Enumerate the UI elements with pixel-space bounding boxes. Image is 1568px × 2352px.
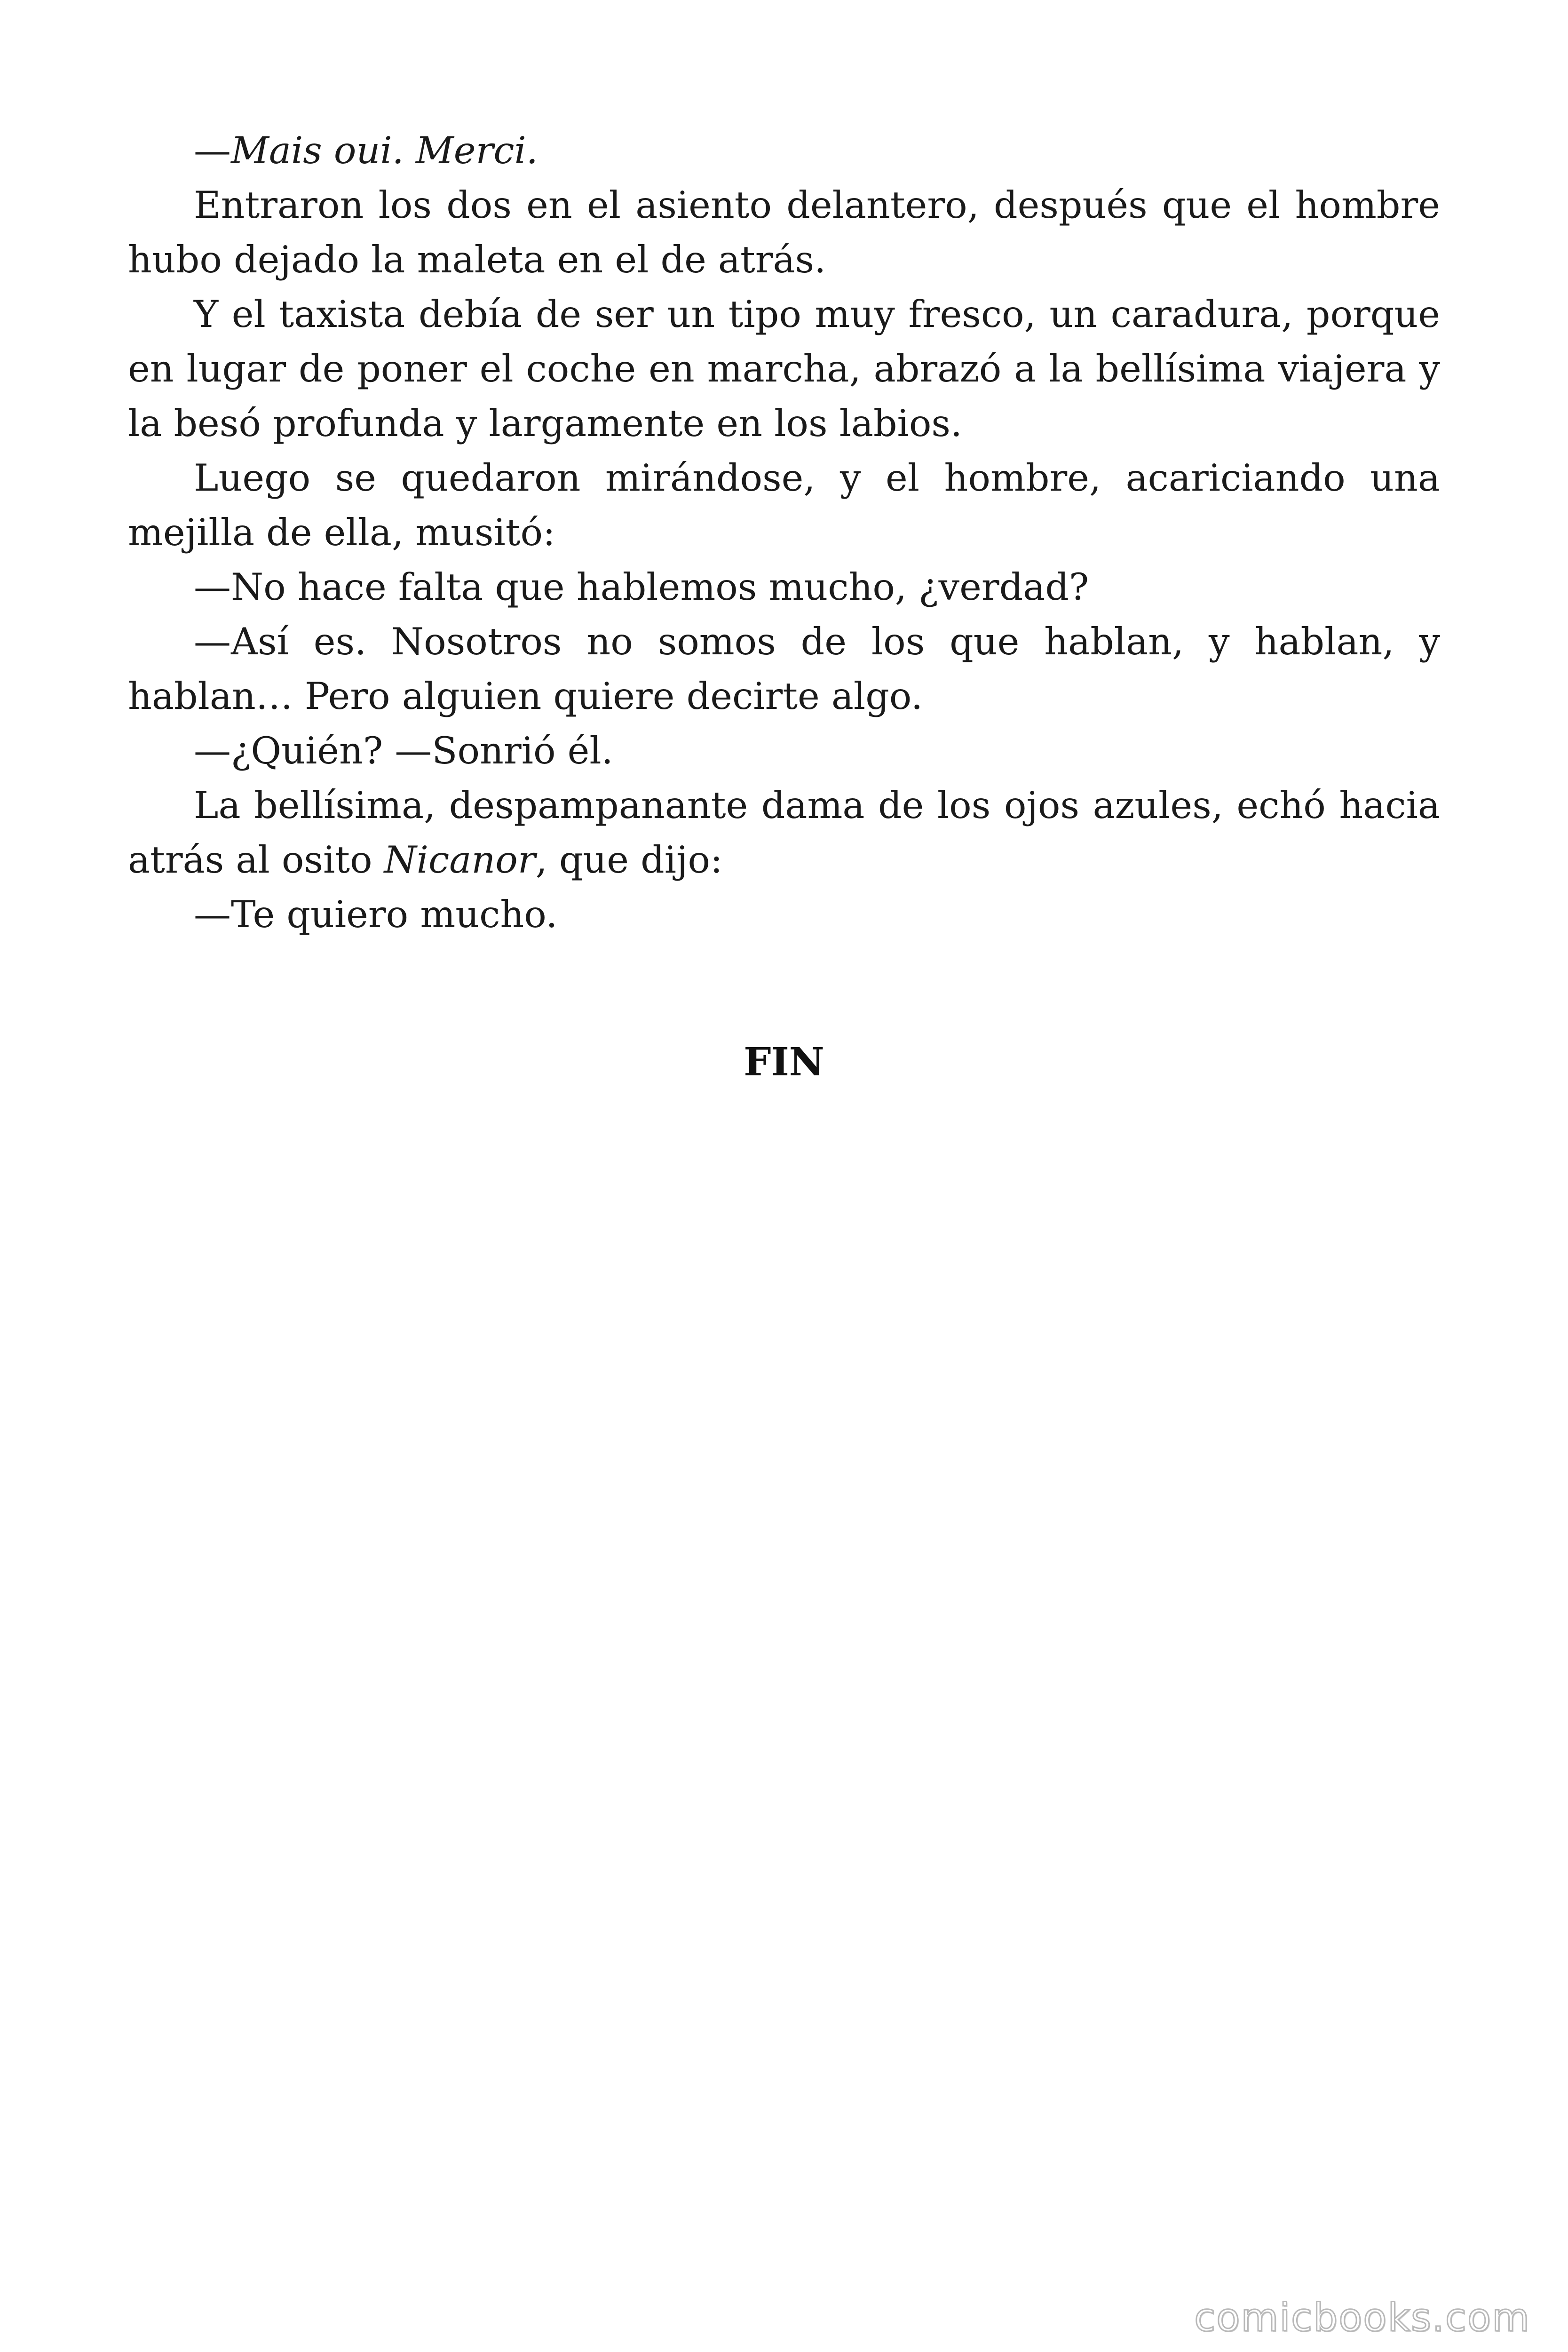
paragraph-segment: —No hace falta que hablemos mucho, ¿verdad? bbox=[194, 565, 1089, 609]
ending-title: FIN bbox=[744, 1040, 824, 1085]
paragraph-segment: —Así es. Nosotros no somos de los que hablan, y hablan, y hablan… Pero alguien quiere decirte algo. bbox=[128, 620, 1440, 718]
paragraph bbox=[128, 560, 1440, 614]
paragraph-segment: — bbox=[194, 129, 231, 172]
paragraph bbox=[128, 778, 1440, 887]
paragraph-segment: Y el taxista debía de ser un tipo muy fresco, un caradura, porque en lugar de poner el coche en marcha, abrazó a la bellísima viajera y la besó profunda y largamente en los labios. bbox=[128, 293, 1440, 445]
paragraph-segment: —Te quiero mucho. bbox=[194, 893, 558, 936]
paragraph-segment: , que dijo: bbox=[535, 838, 723, 882]
paragraph-segment: Entraron los dos en el asiento delantero, después que el hombre hubo dejado la maleta en el de atrás. bbox=[128, 183, 1440, 281]
paragraph bbox=[128, 723, 1440, 778]
paragraph bbox=[128, 287, 1440, 451]
paragraph-segment: La bellísima, despampanante dama de los ojos azules, echó hacia atrás al osito bbox=[128, 784, 1440, 882]
paragraph bbox=[128, 123, 1440, 178]
paragraph-segment-italic: Mais oui. Merci. bbox=[231, 129, 538, 172]
paragraph-segment: —¿Quién? —Sonrió él. bbox=[194, 729, 613, 772]
paragraph-segment: Luego se quedaron mirándose, y el hombre, acariciando una mejilla de ella, musitó: bbox=[128, 456, 1440, 554]
paragraph bbox=[128, 178, 1440, 287]
paragraph bbox=[128, 451, 1440, 560]
paragraph bbox=[128, 887, 1440, 942]
watermark-logo: comicbooks.com bbox=[1194, 2296, 1530, 2340]
paragraph bbox=[128, 614, 1440, 723]
paragraph-segment-italic: Nicanor bbox=[384, 838, 536, 882]
body-text bbox=[128, 123, 1440, 942]
